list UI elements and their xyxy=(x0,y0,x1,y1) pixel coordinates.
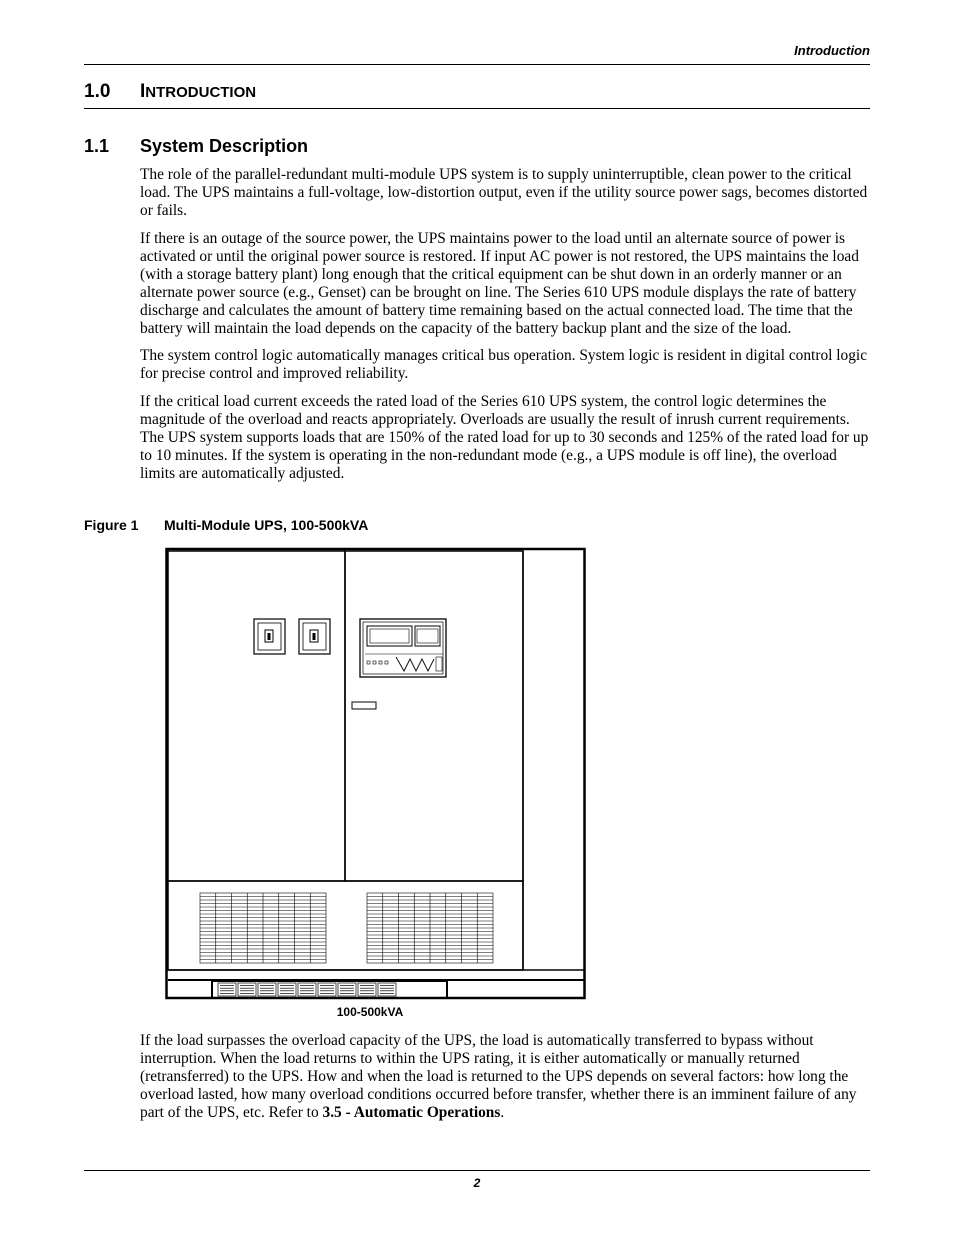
figure-number: Figure 1 xyxy=(84,517,139,533)
base-vent-slot xyxy=(238,983,256,996)
running-header xyxy=(84,40,870,65)
paragraph: The role of the parallel-redundant multi-module UPS system is to supply uninterruptible, clean power to the critical load. The UPS maintains a full-voltage, low-distortion output, even if the utility source power sags, becomes distorted or fails. xyxy=(140,166,868,219)
base-vent-slot xyxy=(258,983,276,996)
left-door xyxy=(168,551,345,881)
intro-text xyxy=(140,166,872,492)
base-vent-slot xyxy=(358,983,376,996)
base-vent-slot xyxy=(298,983,316,996)
footer-rule xyxy=(84,1170,870,1171)
closing-text-body: If the load surpasses the overload capacity of the UPS, the load is automatically transferred to bypass without interruption. When the load returns to within the UPS rating, it is either automatically or manually returned (retransferred) to the UPS. How and when the load is returned to the UPS depends on several factors: how long the overload lasted, how many overload conditions occurred before transfer, whether there is an imminent failure of any part of the UPS, etc. Refer to xyxy=(140,1032,857,1121)
breaker-switch xyxy=(299,619,330,654)
center-door xyxy=(345,551,523,881)
figure-title: Multi-Module UPS, 100-500kVA xyxy=(164,517,369,533)
section-heading xyxy=(84,135,308,157)
chapter-heading xyxy=(84,80,870,109)
paragraph: The system control logic automatically manages critical bus operation. System logic is resident in digital control logic for precise control and improved reliability. xyxy=(140,347,868,382)
section-title: System Description xyxy=(140,136,309,156)
paragraph: If there is an outage of the source power, the UPS maintains power to the load until an alternate source of power is activated or until the original power source is restored. If input AC power is not restored, the UPS maintains the load (with a storage battery plant) long enough that the critical equipment can be shut down in an orderly manner or an alternate power source (e.g., Genset) can be brought on line. The Series 610 UPS module displays the rate of battery discharge and calculates the amount of battery time remaining based on the actual connected load. The time that the battery will maintain the load depends on the capacity of the battery backup plant and the size of the load. xyxy=(140,229,859,337)
ups-cabinet-drawing xyxy=(160,542,590,1002)
control-panel xyxy=(360,619,446,677)
breaker-switch xyxy=(254,619,285,654)
ups-cabinet-figure xyxy=(160,542,590,1002)
vent-grille xyxy=(200,893,326,963)
section-number: 1.1 xyxy=(84,136,110,156)
lower-vent-section xyxy=(168,881,523,970)
cross-reference[interactable]: 3.5 - Automatic Operations xyxy=(322,1104,501,1121)
base-vent-slot xyxy=(378,983,396,996)
base-vent-slots xyxy=(218,983,396,996)
chapter-title-initial: I xyxy=(140,81,146,102)
base-vent-slot xyxy=(278,983,296,996)
cabinet-outline xyxy=(167,549,585,998)
chapter-title-rest: NTRODUCTION xyxy=(145,84,257,101)
figure-caption xyxy=(84,516,368,534)
figure-image-label: 100-500kVA xyxy=(336,1005,404,1019)
base-vent-slot xyxy=(318,983,336,996)
running-title: Introduction xyxy=(794,43,870,58)
base-vent-slot xyxy=(218,983,236,996)
closing-period: . xyxy=(500,1104,505,1121)
base-rail xyxy=(212,981,447,998)
chapter-number: 1.0 xyxy=(84,81,111,102)
door-label-plate xyxy=(352,702,376,709)
page-number: 2 xyxy=(473,1176,481,1190)
paragraph: If the critical load current exceeds the rated load of the Series 610 UPS system, the control logic determines the magnitude of the overload and reacts appropriately. Overloads are usually the result of inrush current requirements. The UPS system supports loads that are 150% of the rated load for up to 30 seconds and 125% of the rated load for up to 10 minutes. If the system is operating in the non-redundant mode (e.g., a UPS module is off line), the overload limits are automatically adjusted. xyxy=(140,392,869,482)
vent-grille xyxy=(367,893,493,963)
closing-text xyxy=(140,1032,872,1132)
paragraph xyxy=(140,1032,872,1122)
base-vent-slot xyxy=(338,983,356,996)
